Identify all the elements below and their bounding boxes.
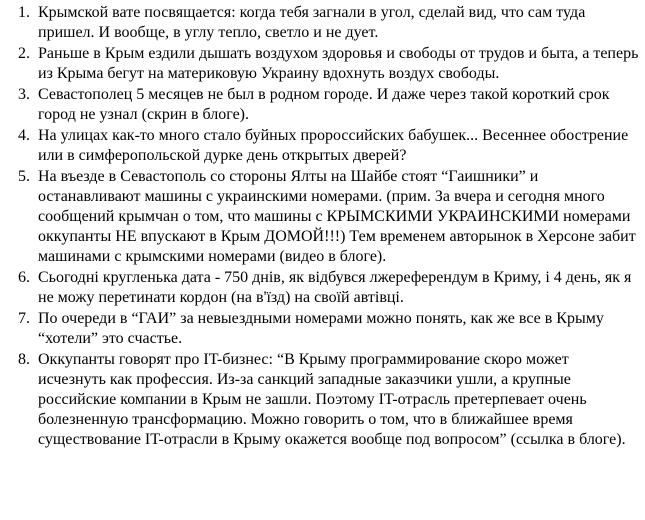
list-item bbox=[2, 3, 639, 43]
numbered-list bbox=[2, 3, 639, 450]
list-item-text: Оккупанты говорят про IT-бизнес: “В Крыму программирование скоро может исчезнуть как профессия. Из-за санкций западные заказчики ушли, а крупные российские компании в Крым не зашли. Поэтому IT-отрасль претерпевает очень болезненную трансформацию. Можно говорить о том, что в ближайшее время существование IT-отрасли в Крыму окажется вообще под вопросом” (ссылка в блоге). bbox=[38, 351, 626, 448]
list-item-text: Севастополец 5 месяцев не был в родном городе. И даже через такой короткий срок город не узнал (скрин в блоге). bbox=[38, 86, 610, 123]
list-item-text: Раньше в Крым ездили дышать воздухом здоровья и свободы от трудов и быта, а теперь из Крыма бегут на материковую Украину вдохнуть воздух свободы. bbox=[38, 45, 639, 82]
list-item-number: 6. bbox=[18, 269, 30, 286]
list-item-text: Крымской вате посвящается: когда тебя загнали в угол, сделай вид, что сам туда пришел. И вообще, в углу тепло, светло и не дует. bbox=[38, 4, 586, 41]
list-item bbox=[2, 350, 639, 450]
list-item bbox=[2, 309, 639, 349]
list-item bbox=[2, 268, 639, 308]
list-item bbox=[2, 85, 639, 125]
list-item-text: По очереди в “ГАИ” за невыездными номерами можно понять, как же все в Крыму “хотели” это счастье. bbox=[38, 310, 604, 347]
list-item-number: 5. bbox=[18, 168, 30, 185]
list-item-number: 2. bbox=[18, 45, 30, 62]
list-item-number: 7. bbox=[18, 310, 30, 327]
list-item-number: 4. bbox=[18, 127, 30, 144]
list-item-text: На въезде в Севастополь со стороны Ялты на Шайбе стоят “Гаишники” и останавливают машины с украинскими номерами. (прим. За вчера и сегодня много сообщений крымчан о том, что машины с КРЫМСКИМИ УКРАИНСКИМИ номерами оккупанты НЕ впускают в Крым ДОМОЙ!!!) Тем временем авторынок в Херсоне забит машинами с крымскими номерами (видео в блоге). bbox=[38, 168, 636, 265]
list-item-text: На улицах как-то много стало буйных пророссийских бабушек... Весеннее обострение или в симферопольской дурке день открытых дверей? bbox=[38, 127, 629, 164]
list-item bbox=[2, 167, 639, 267]
list-item-number: 1. bbox=[18, 4, 30, 21]
list-item-number: 8. bbox=[18, 351, 30, 368]
list-item bbox=[2, 44, 639, 84]
list-item-number: 3. bbox=[18, 86, 30, 103]
list-item bbox=[2, 126, 639, 166]
list-item-text: Сьогодні кругленька дата - 750 днів, як відбувся лжереферендум в Криму, і 4 день, як я не можу перетинати кордон (на в'їзд) на своїй автівці. bbox=[38, 269, 632, 306]
